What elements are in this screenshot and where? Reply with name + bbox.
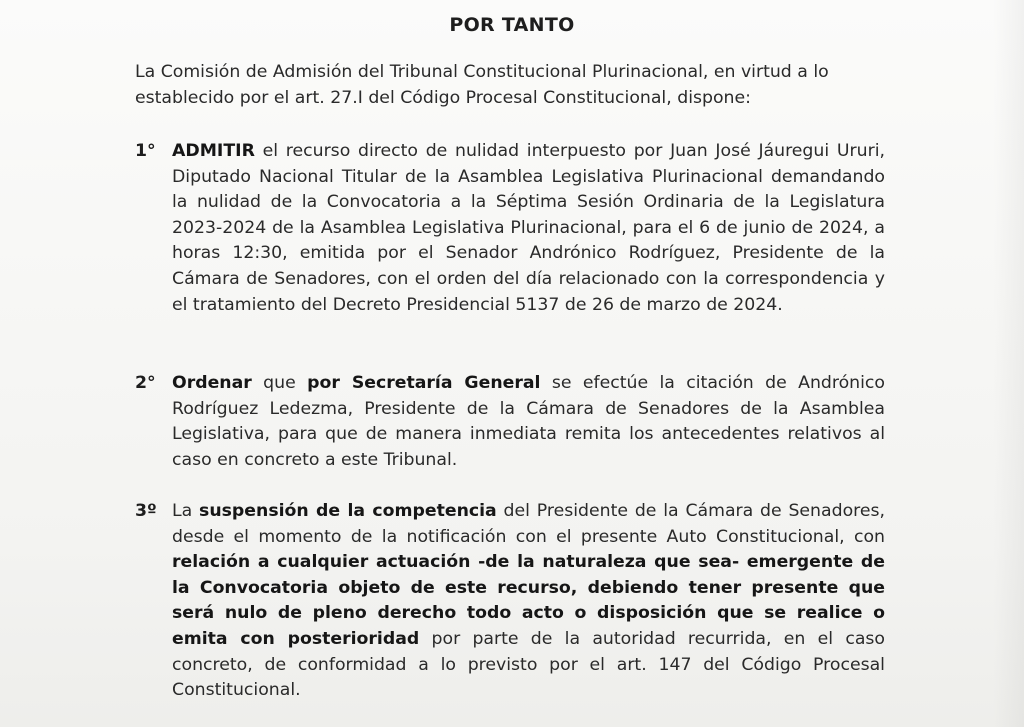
item-text: se efectúe la citación de Andrónico Rodríguez Ledezma, Presidente de la Cámara de Senadores de la Asamblea Legislativa, para que de manera inmediata remita los antecedentes relativos al caso en concreto a este Tribunal. — [172, 373, 885, 470]
bold-text: ADMITIR — [172, 141, 255, 161]
item-text: La — [172, 501, 200, 521]
item-number: 3º — [135, 501, 157, 521]
bold-text: Ordenar — [172, 373, 252, 393]
bold-text: suspensión de la competencia — [199, 501, 497, 521]
item-text: el recurso directo de nulidad interpuesto por Juan José Jáuregui Ururi, Diputado Nacional Titular de la Asamblea Legislativa Plurinacional demandando la nulidad de la Convocatoria a la Séptima Sesión Ordinaria de la Legislatura 2023-2024 de la Asamblea Legislativa Plurinacional, para el 6 de junio de 2024, a horas 12:30, emitida por el Senador Andrónico Rodríguez, Presidente de la Cámara de Senadores, con el orden del día relacionado con la correspondencia y el tratamiento del Decreto Presidencial 5137 de 26 de marzo de 2024. — [172, 141, 885, 315]
bold-text: por Secretaría General — [307, 373, 541, 393]
intro-paragraph: La Comisión de Admisión del Tribunal Constitucional Plurinacional, en virtud a lo establecido por el art. 27.I del Código Procesal Constitucional, dispone: — [135, 62, 829, 108]
item-number: 2° — [135, 373, 156, 393]
item-body — [172, 371, 885, 473]
item-text: del Presidente de la Cámara de Senadores, desde el momento de la notificación con el presente Auto Constitucional, con — [172, 501, 885, 547]
item-text: por parte de la autoridad recurrida, en el caso concreto, de conformidad a lo previsto por el art. 147 del Código Procesal Constitucional. — [172, 628, 886, 701]
bold-text: relación a cualquier actuación -de la naturaleza que sea- emergente de la Convocatoria objeto de este recurso, debiendo tener presente que será nulo de pleno derecho todo acto o disposición que se realice o emita con posterioridad — [172, 552, 885, 649]
item-body — [172, 139, 885, 318]
item-number: 1° — [135, 141, 156, 161]
section-heading: POR TANTO — [449, 14, 575, 36]
item-body — [172, 499, 885, 704]
item-text: que — [251, 373, 308, 393]
